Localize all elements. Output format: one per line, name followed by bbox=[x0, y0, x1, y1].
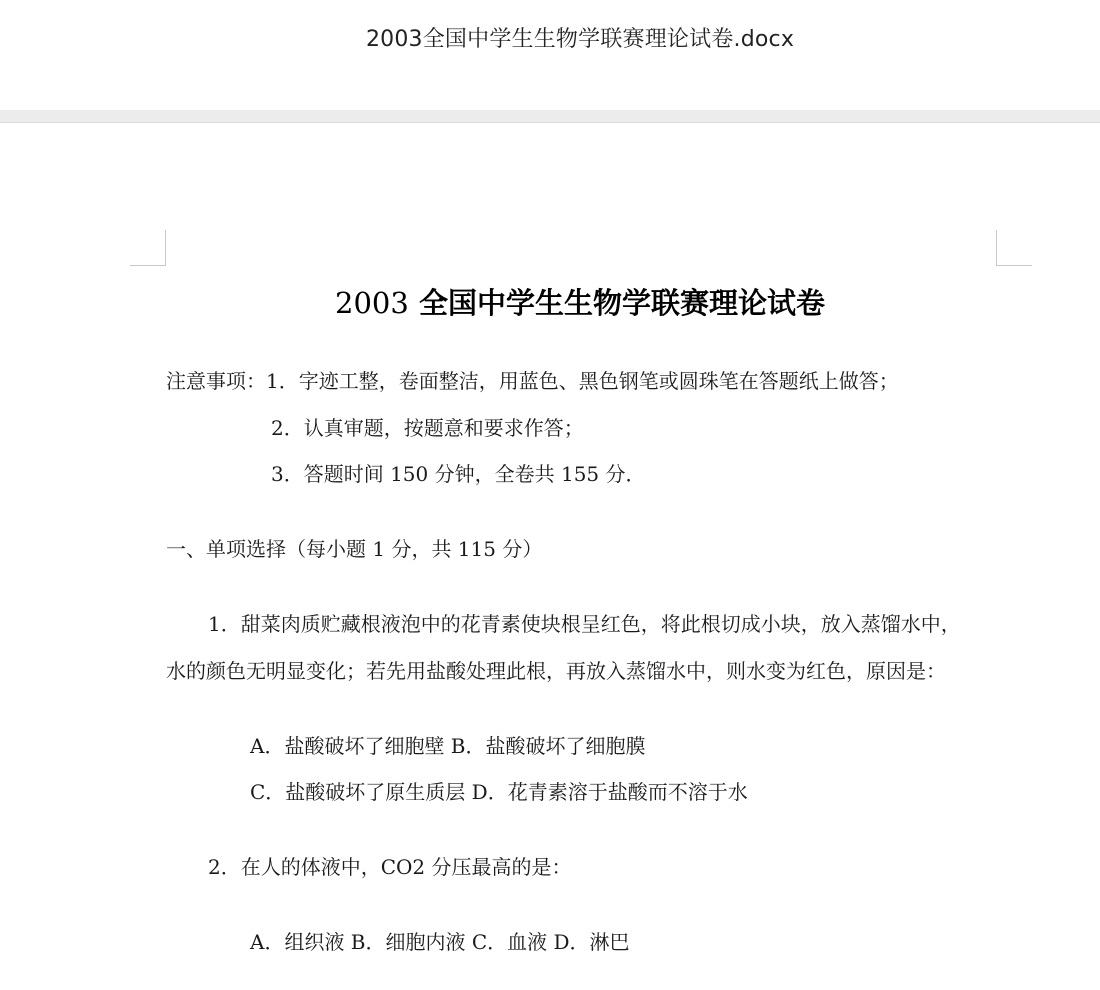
heading-year: 2003 bbox=[335, 286, 409, 320]
section-heading: 一、单项选择（每小题 1 分，共 115 分） bbox=[166, 537, 543, 561]
notes-label: 注意事项： bbox=[166, 369, 266, 393]
document-heading bbox=[0, 281, 1100, 322]
margin-corner-top-left bbox=[130, 230, 166, 266]
question-1-stem-line-1: 1．甜菜肉质贮藏根液泡中的花青素使块根呈红色，将此根切成小块，放入蒸馏水中， bbox=[208, 612, 961, 636]
margin-corner-top-right bbox=[996, 230, 1032, 266]
question-1-options-line-1: A．盐酸破坏了细胞壁 B．盐酸破坏了细胞膜 bbox=[250, 734, 646, 758]
question-2-options: A．组织液 B．细胞内液 C．血液 D．淋巴 bbox=[250, 930, 630, 954]
notes-line-1 bbox=[166, 369, 899, 393]
notes-item-2: 2．认真审题，按题意和要求作答； bbox=[271, 416, 584, 440]
heading-text: 全国中学生生物学联赛理论试卷 bbox=[418, 286, 825, 320]
notes-item-1: 1．字迹工整，卷面整洁，用蓝色、黑色钢笔或圆珠笔在答题纸上做答； bbox=[266, 369, 899, 393]
question-2-stem: 2．在人的体液中，CO2 分压最高的是： bbox=[208, 855, 572, 879]
title-bar bbox=[0, 0, 1100, 110]
page-gutter bbox=[0, 110, 1100, 123]
document-page[interactable] bbox=[0, 123, 1100, 990]
question-1-stem-line-2: 水的颜色无明显变化；若先用盐酸处理此根，再放入蒸馏水中，则水变为红色，原因是： bbox=[166, 659, 946, 683]
file-title: 2003全国中学生生物学联赛理论试卷.docx bbox=[365, 27, 795, 52]
notes-item-3: 3．答题时间 150 分钟，全卷共 155 分． bbox=[271, 462, 646, 486]
question-1-options-line-2: C．盐酸破坏了原生质层 D．花青素溶于盐酸而不溶于水 bbox=[250, 780, 748, 804]
